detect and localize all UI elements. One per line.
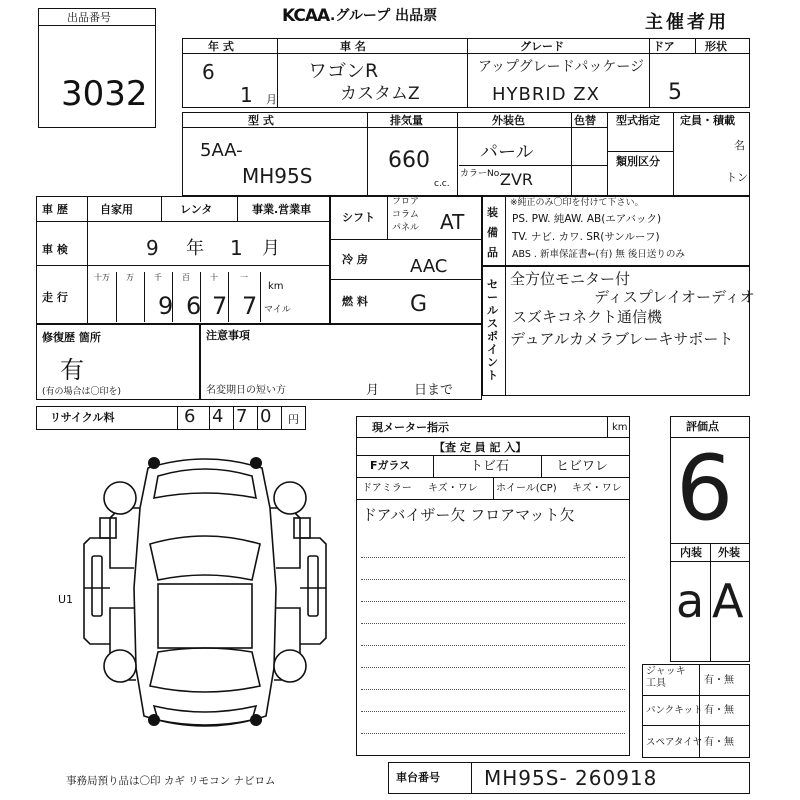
mileage-digit: 7 [242, 292, 258, 320]
meter-unit: km [612, 422, 628, 433]
exterior-color-label: 外装色 [492, 114, 525, 127]
color-no-value: ZVR [500, 170, 534, 189]
grade-label: グレード [520, 40, 564, 53]
shape-label: 形状 [705, 40, 727, 53]
model-label: 型 式 [248, 114, 274, 127]
puncture-kit-label: パンクキット [646, 705, 703, 716]
score-value: 6 [676, 436, 734, 541]
score-label: 評価点 [686, 420, 719, 433]
fuel-label: 燃 料 [342, 295, 368, 308]
jack-yes-no: 有・無 [704, 675, 734, 686]
sales-points-label: セールスポイント [487, 278, 498, 382]
displacement-value: 660 [388, 148, 430, 173]
equipment-note: ※純正のみ〇印を付けて下さい。 [510, 198, 644, 208]
recycle-digit: 6 [184, 406, 196, 427]
footer-note: 事務局預り品は〇印 カギ リモコン ナビロム [66, 775, 276, 787]
cc-unit: c.c. [434, 179, 450, 189]
year-month-value: 1 [240, 83, 253, 107]
history-label: 車 歴 [42, 203, 68, 216]
grade-line2: HYBRID ZX [492, 84, 600, 105]
grade-line1: アップグレードパッケージ [478, 59, 645, 75]
exterior-label: 外装 [718, 546, 740, 559]
front-glass-opt2: ヒビワレ [556, 459, 609, 474]
digit-label: 万 [126, 273, 134, 282]
mileage-digit: 9 [158, 292, 174, 320]
history-opt-rental: レンタ [180, 203, 213, 216]
chassis-label: 車台番号 [396, 771, 440, 784]
exterior-grade: A [712, 574, 744, 628]
digit-label: 百 [182, 273, 190, 282]
inspection-year-unit: 年 [186, 238, 204, 259]
year-value: 6 [202, 60, 215, 84]
sales-point-line: 全方位モニター付 [510, 270, 631, 288]
brand-logo: KCAA [282, 6, 330, 26]
sales-point-line: スズキコネクト通信機 [512, 308, 663, 326]
doors-value: 5 [668, 80, 682, 105]
mileage-label: 走 行 [42, 291, 68, 304]
km-unit: km [268, 281, 284, 292]
organizer-label: 主催者用 [645, 12, 729, 33]
inspection-year: 9 [146, 236, 159, 260]
digit-label: 千 [154, 273, 162, 282]
car-name-line2: カスタムZ [340, 84, 420, 104]
year-label: 年 式 [208, 40, 234, 53]
door-mirror-label: ドアミラー [362, 483, 412, 494]
recycle-digit: 7 [236, 406, 248, 427]
color-no-label: カラーNo. [460, 169, 502, 179]
lot-number-box [38, 8, 156, 128]
car-damage-diagram [70, 448, 340, 738]
color-change-label: 色替 [574, 114, 596, 127]
repair-note: (有の場合は〇印を) [42, 387, 122, 397]
capacity-label: 定員・積載 [680, 114, 735, 127]
model-line2: MH95S [242, 164, 313, 188]
door-mirror-value: キズ・ワレ [428, 483, 478, 494]
sales-point-line: ディスプレイオーディオ [594, 288, 755, 306]
displacement-label: 排気量 [390, 114, 423, 127]
history-opt-private: 自家用 [100, 203, 133, 216]
door-label: ドア [653, 40, 675, 53]
side-mark: U1 [58, 593, 74, 606]
inspection-month: 1 [230, 236, 243, 260]
equipment-row2: TV. ナビ. カワ. SR(サンルーフ) [512, 231, 660, 243]
digit-label: 十 [210, 273, 218, 282]
deadline-month: 月 [366, 383, 380, 398]
mile-unit: マイル [264, 305, 291, 315]
persons-unit: 名 [734, 139, 745, 152]
recycle-digit: 4 [212, 406, 224, 427]
equipment-row3: ABS . 新車保証書←(有) 無 後日送りのみ [512, 249, 685, 260]
recycle-label: リサイクル料 [50, 411, 115, 424]
shift-opt-floor: フロア [392, 197, 420, 207]
equipment-row1: PS. PW. 純AW. AB(エアバック) [512, 213, 662, 225]
spare-tire-yes-no: 有・無 [704, 737, 734, 748]
repair-label: 修復歴 箇所 [42, 331, 101, 344]
caution-label: 注意事項 [206, 329, 250, 342]
sales-point-line: デュアルカメラブレーキサポート [510, 330, 734, 348]
form-title: .グループ 出品票 [330, 8, 438, 24]
type-designation-label: 型式指定 [616, 114, 660, 127]
wheel-value: キズ・ワレ [572, 483, 622, 494]
interior-grade: a [676, 574, 705, 628]
mileage-digit: 7 [212, 292, 228, 320]
deadline-label: 名変期日の短い方 [206, 385, 286, 396]
digit-label: 十万 [94, 273, 110, 282]
shift-value: AT [440, 210, 465, 234]
wheel-label: ホイール(CP) [496, 483, 557, 494]
inspector-section-title: 【査 定 員 記 入】 [434, 441, 527, 454]
shift-opt-column: コラム [392, 210, 419, 220]
equipment-label: 装備品 [487, 206, 498, 259]
year-month-unit: 月 [266, 93, 277, 106]
lot-number: 3032 [61, 74, 148, 114]
digit-label: 一 [240, 273, 248, 282]
recycle-digit: 0 [260, 406, 272, 427]
category-label: 類別区分 [616, 155, 660, 168]
jack-label: ジャッキ工具 [646, 666, 686, 689]
lot-number-label: 出品番号 [67, 11, 111, 24]
interior-label: 内装 [680, 546, 702, 559]
car-name-line1: ワゴンR [308, 60, 379, 82]
ac-label: 冷 房 [342, 253, 368, 266]
front-glass-opt1: トビ石 [470, 459, 510, 474]
inspection-label: 車 検 [42, 243, 68, 256]
puncture-kit-yes-no: 有・無 [704, 705, 734, 716]
exterior-color-value: パール [480, 142, 534, 163]
inspection-month-unit: 月 [262, 238, 280, 259]
deadline-day: 日まで [414, 383, 454, 398]
ac-value: AAC [410, 256, 448, 277]
chassis-number: MH95S- 260918 [484, 766, 658, 790]
front-glass-label: Fガラス [370, 459, 411, 472]
mileage-digit-grid [88, 264, 294, 322]
repair-value: 有 [60, 356, 84, 384]
recycle-unit: 円 [288, 413, 299, 426]
car-name-label: 車 名 [340, 40, 366, 53]
meter-label: 現メーター指示 [372, 421, 449, 434]
fuel-value: G [410, 292, 428, 317]
model-line1: 5AA- [200, 140, 243, 161]
inspector-note: ドアバイザー欠 フロアマット欠 [362, 506, 575, 524]
shift-opt-panel: パネル [392, 223, 420, 233]
shift-label: シフト [342, 211, 375, 224]
ton-unit: トン [726, 171, 748, 184]
spare-tire-label: スペアタイヤ [646, 737, 703, 748]
mileage-digit: 6 [186, 292, 202, 320]
history-opt-business: 事業.営業車 [252, 203, 312, 216]
